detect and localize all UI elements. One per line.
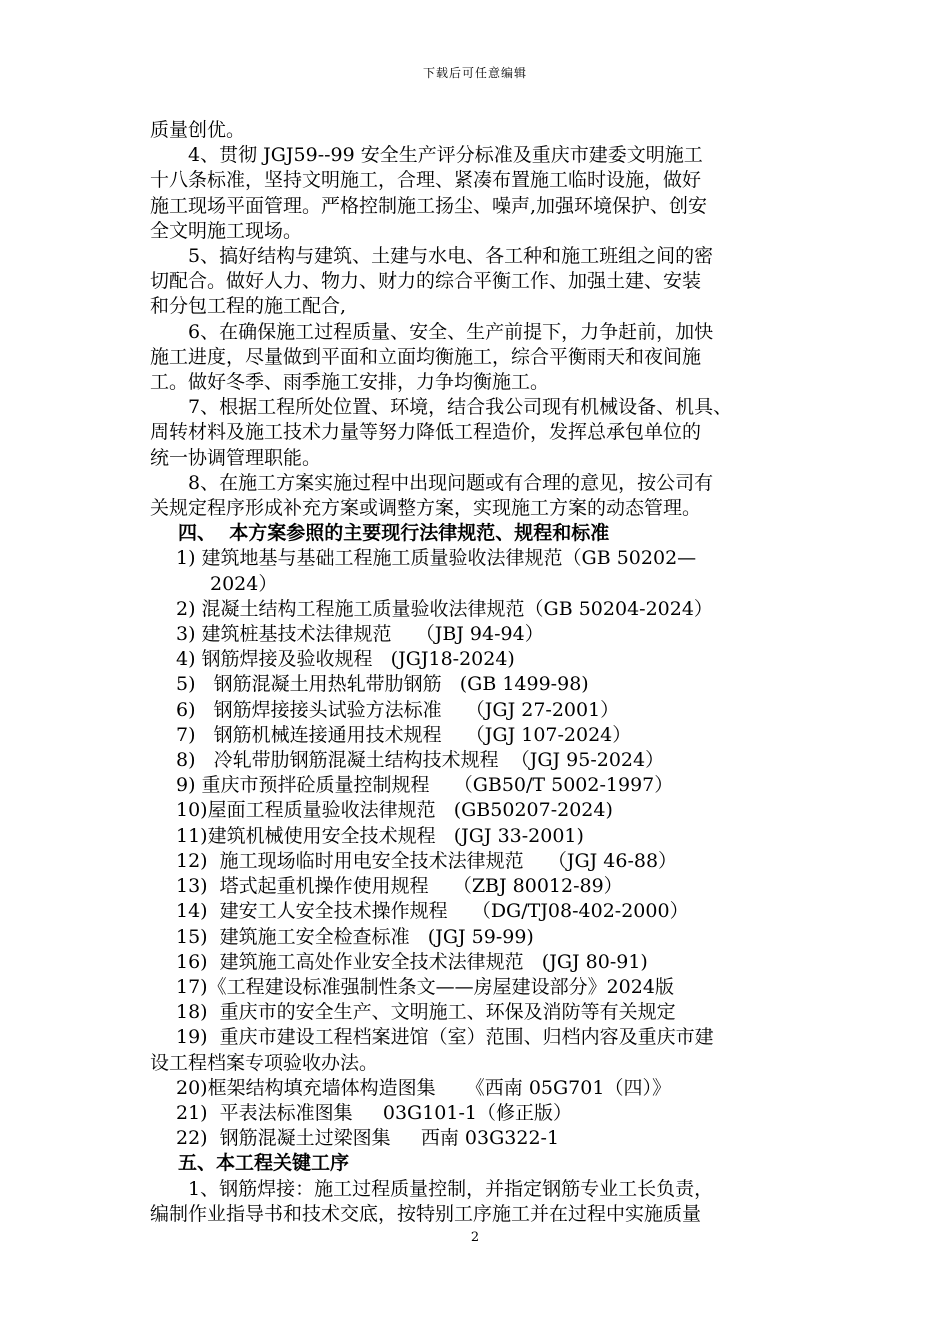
reference-item: 21) 平表法标准图集 03G101-1（修正版） — [176, 1101, 572, 1124]
text-line: 6、在确保施工过程质量、安全、生产前提下，力争赶前，加快 — [188, 320, 714, 343]
reference-item: 14) 建安工人安全技术操作规程 （DG/TJ08-402-2000） — [176, 900, 689, 923]
text-line: 统一协调管理职能。 — [150, 446, 322, 469]
reference-item: 20)框架结构填充墙体构造图集 《西南 05G701（四）》 — [176, 1076, 671, 1099]
text-line: 设工程档案专项验收办法。 — [150, 1051, 379, 1074]
reference-item: 7) 钢筋机械连接通用技术规程 （JGJ 107-2024） — [176, 723, 632, 746]
text-line: 5、搞好结构与建筑、土建与水电、各工种和施工班组之间的密 — [188, 245, 714, 268]
reference-item: 8) 冷轧带肋钢筋混凝土结构技术规程 （JGJ 95-2024） — [176, 749, 665, 772]
text-line: 工。做好冬季、雨季施工安排，力争均衡施工。 — [150, 371, 550, 394]
reference-item: 15) 建筑施工安全检查标准 (JGJ 59-99) — [176, 925, 534, 948]
reference-item: 5) 钢筋混凝土用热轧带肋钢筋 (GB 1499-98) — [176, 673, 589, 696]
reference-item: 1) 建筑地基与基础工程施工质量验收法律规范（GB 50202— — [176, 547, 697, 570]
text-line: 2024） — [210, 572, 278, 595]
section-heading: 五、本工程关键工序 — [178, 1152, 350, 1175]
text-line: 全文明施工现场。 — [150, 219, 303, 242]
text-line: 施工进度，尽量做到平面和立面均衡施工，综合平衡雨天和夜间施 — [150, 345, 702, 368]
text-line: 8、在施工方案实施过程中出现问题或有合理的意见，按公司有 — [188, 471, 714, 494]
reference-item: 6) 钢筋焊接接头试验方法标准 （JGJ 27-2001） — [176, 698, 620, 721]
reference-item: 16) 建筑施工高处作业安全技术法律规范 (JGJ 80-91) — [176, 950, 648, 973]
document-body — [150, 118, 810, 1227]
text-line: 切配合。做好人力、物力、财力的综合平衡工作、加强土建、安装 — [150, 270, 702, 293]
reference-item: 11)建筑机械使用安全技术规程 (JGJ 33-2001) — [176, 824, 584, 847]
text-line: 1、钢筋焊接：施工过程质量控制，并指定钢筋专业工长负责， — [188, 1177, 714, 1200]
reference-item: 4) 钢筋焊接及验收规程 (JGJ18-2024) — [176, 648, 515, 671]
text-line: 关规定程序形成补充方案或调整方案，实现施工方案的动态管理。 — [150, 497, 702, 520]
reference-item: 18) 重庆市的安全生产、文明施工、环保及消防等有关规定 — [176, 1001, 676, 1024]
reference-item: 10)屋面工程质量验收法律规范 (GB50207-2024) — [176, 799, 613, 822]
reference-item: 3) 建筑桩基技术法律规范 （JBJ 94-94） — [176, 623, 544, 646]
page-header: 下载后可任意编辑 — [422, 66, 527, 80]
reference-item: 22) 钢筋混凝土过梁图集 西南 03G322-1 — [176, 1127, 560, 1150]
text-line: 7、根据工程所处位置、环境，结合我公司现有机械设备、机具、 — [188, 396, 733, 419]
page-number: 2 — [470, 1230, 480, 1245]
reference-item: 2) 混凝土结构工程施工质量验收法律规范（GB 50204-2024） — [176, 597, 713, 620]
text-line: 十八条标准，坚持文明施工，合理、紧凑布置施工临时设施，做好 — [150, 169, 702, 192]
text-line: 周转材料及施工技术力量等努力降低工程造价，发挥总承包单位的 — [150, 421, 702, 444]
reference-item: 17)《工程建设标准强制性条文——房屋建设部分》2024版 — [176, 975, 674, 998]
reference-item: 12) 施工现场临时用电安全技术法律规范 （JGJ 46-88） — [176, 849, 678, 872]
text-line: 编制作业指导书和技术交底，按特别工序施工并在过程中实施质量 — [150, 1202, 702, 1225]
reference-item: 13) 塔式起重机操作使用规程 （ZBJ 80012-89） — [176, 875, 623, 898]
text-line: 和分包工程的施工配合, — [150, 295, 347, 318]
text-line: 4、贯彻 JGJ59--99 安全生产评分标准及重庆市建委文明施工 — [188, 144, 703, 167]
reference-item: 9) 重庆市预拌砼质量控制规程 （GB50/T 5002-1997） — [176, 774, 674, 797]
text-line: 施工现场平面管理。严格控制施工扬尘、噪声,加强环境保护、创安 — [150, 194, 708, 217]
text-line: 质量创优。 — [150, 119, 246, 141]
section-heading: 四、 本方案参照的主要现行法律规范、规程和标准 — [178, 522, 610, 545]
reference-item: 19) 重庆市建设工程档案进馆（室）范围、归档内容及重庆市建 — [176, 1026, 714, 1049]
